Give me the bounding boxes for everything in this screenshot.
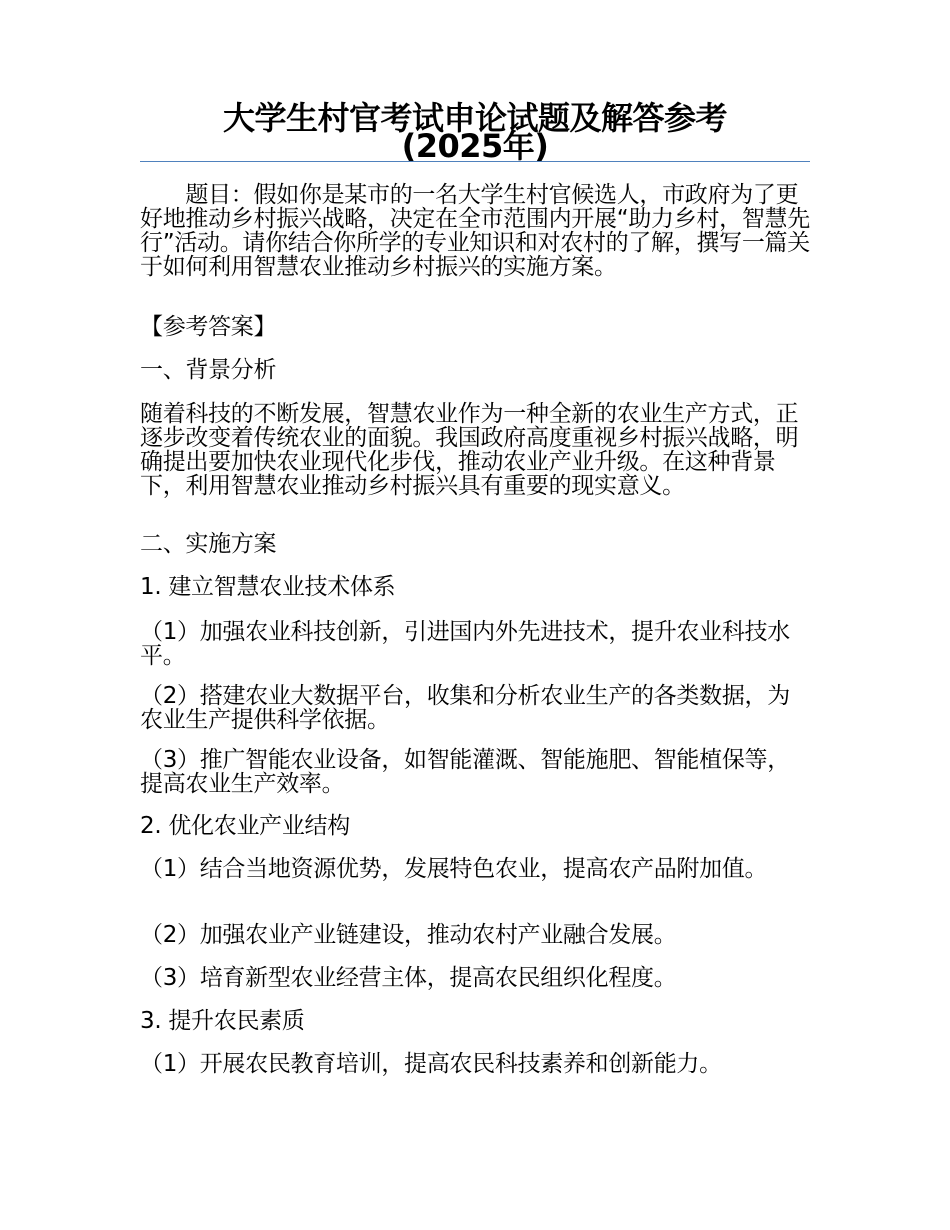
list-item: （2）搭建农业大数据平台，收集和分析农业生产的各类数据，为农业生产提供科学依据。 bbox=[140, 683, 790, 733]
list-item: （3）推广智能农业设备，如智能灌溉、智能施肥、智能植保等，提高农业生产效率。 bbox=[140, 747, 790, 797]
list-item: （1）加强农业科技创新，引进国内外先进技术，提升农业科技水平。 bbox=[140, 619, 790, 669]
document-title bbox=[140, 99, 810, 165]
title-underline bbox=[140, 161, 810, 162]
list-item: （3）培育新型农业经营主体，提高农民组织化程度。 bbox=[140, 965, 677, 991]
list-item: （1）结合当地资源优势，发展特色农业，提高农产品附加值。 bbox=[140, 856, 768, 882]
question-paragraph: 题目：假如你是某市的一名大学生村官候选人，市政府为了更好地推动乡村振兴战略，决定在全市范围内开展“助力乡村，智慧先行”活动。请你结合你所学的专业知识和对农村的了解，撰写一篇关于如何利用智慧农业推动乡村振兴的实施方案。 bbox=[140, 182, 810, 280]
section-heading-plan: 二、实施方案 bbox=[140, 531, 277, 557]
list-item: （1）开展农民教育培训，提高农民科技素养和创新能力。 bbox=[140, 1051, 722, 1077]
title-line-1: 大学生村官考试申论试题及解答参考 bbox=[222, 99, 727, 137]
list-item: （2）加强农业产业链建设，推动农村产业融合发展。 bbox=[140, 922, 677, 948]
subsection-heading-industry-structure: 2. 优化农业产业结构 bbox=[140, 813, 350, 839]
subsection-heading-farmer-quality: 3. 提升农民素质 bbox=[140, 1008, 305, 1034]
title-line-2: (2025年) bbox=[401, 127, 549, 165]
background-paragraph: 随着科技的不断发展，智慧农业作为一种全新的农业生产方式，正逐步改变着传统农业的面貌。我国政府高度重视乡村振兴战略，明确提出要加快农业现代化步伐，推动农业产业升级。在这种背景下，利用智慧农业推动乡村振兴具有重要的现实意义。 bbox=[140, 401, 799, 499]
subsection-heading-tech-system: 1. 建立智慧农业技术体系 bbox=[140, 574, 396, 600]
answer-heading: 【参考答案】 bbox=[140, 314, 277, 340]
section-heading-background: 一、背景分析 bbox=[140, 357, 277, 383]
